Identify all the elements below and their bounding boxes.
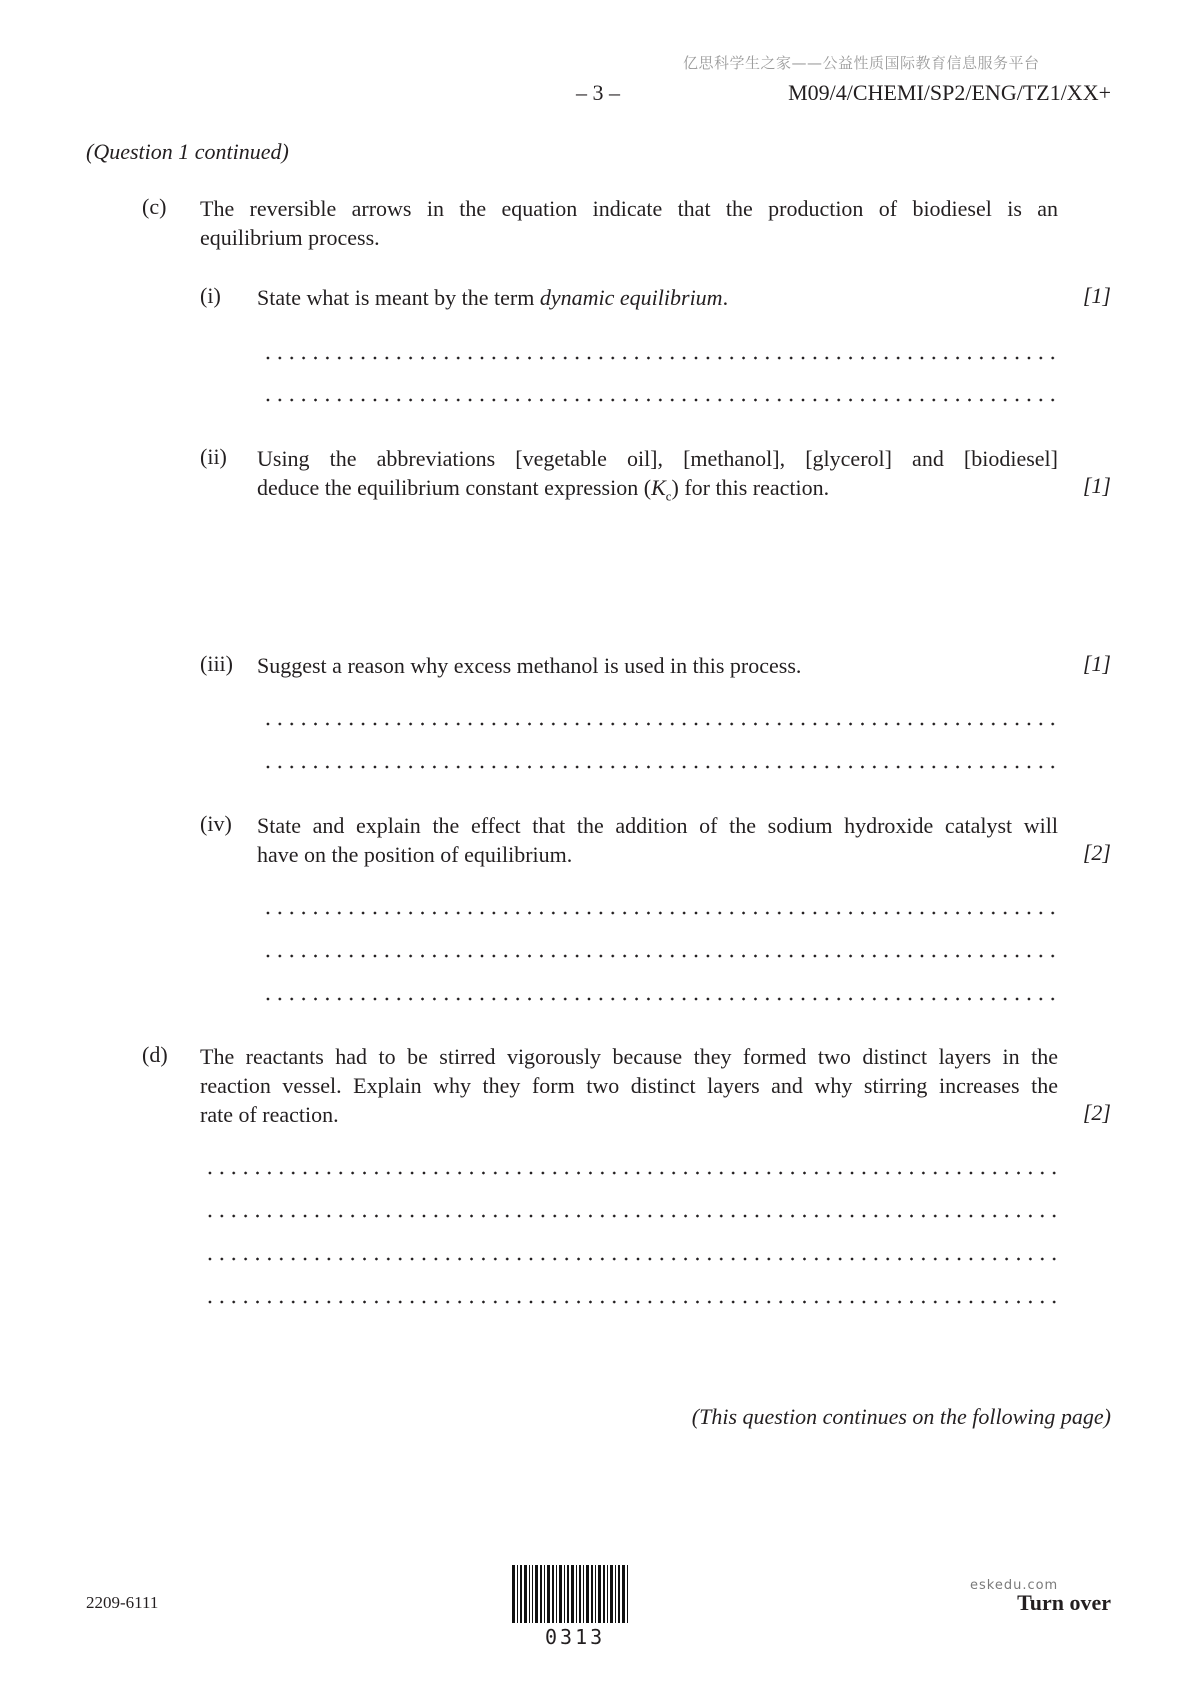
header-watermark: 亿思科学生之家——公益性质国际教育信息服务平台 [683,54,1040,72]
kc-symbol: K [651,475,666,500]
sub-i-text [257,283,1037,312]
sub-iv-label: (iv) [200,811,232,836]
answer-line[interactable] [262,911,1058,915]
part-c-line-2: equilibrium process. [200,225,380,250]
part-c-line-1: The reversible arrows in the equation indicate that the production of biodiesel is an [200,196,1058,221]
sub-i-text-after: . [722,285,729,310]
part-d-line-3: rate of reaction. [200,1102,339,1127]
sub-ii-line-2-before: deduce the equilibrium constant expression ( [257,475,652,500]
sub-ii-line-1: Using the abbreviations [vegetable oil], [methanol], [glycerol] and [biodiesel] [257,446,1058,471]
sub-ii-text [257,444,1058,510]
turn-over-label: Turn over [1017,1590,1111,1615]
sub-iv-text [257,811,1058,869]
sub-ii-line-2 [257,473,1058,510]
kc-subscript: c [665,488,672,504]
sub-i-text-before: State what is meant by the term [257,285,540,310]
paper-code: M09/4/CHEMI/SP2/ENG/TZ1/XX+ [788,80,1111,105]
sub-i-label: (i) [200,283,221,308]
part-d-label: (d) [142,1042,168,1067]
sub-ii-marks: [1] [1082,473,1111,498]
part-d-marks: [2] [1082,1100,1111,1125]
part-c-text [200,194,1058,252]
answer-line[interactable] [262,997,1058,1001]
sub-i-term: dynamic equilibrium [539,285,723,310]
answer-line[interactable] [204,1214,1058,1218]
sub-iv-marks: [2] [1082,840,1111,865]
site-watermark: eskedu.com [970,1578,1059,1593]
part-d-line-1: The reactants had to be stirred vigorously because they formed two distinct layers in the [200,1044,1058,1069]
part-d-line-2: reaction vessel. Explain why they form two distinct layers and why stirring increases the [200,1073,1058,1098]
sub-iii-marks: [1] [1082,651,1111,676]
sub-ii-label: (ii) [200,444,227,469]
part-c-label: (c) [142,194,167,219]
barcode-image [512,1565,642,1623]
sub-iii-label: (iii) [200,651,233,676]
answer-line[interactable] [262,954,1058,958]
answer-line[interactable] [262,722,1058,726]
sub-iv-line-1: State and explain the effect that the addition of the sodium hydroxide catalyst will [257,813,1058,838]
page-number: – 3 – [576,80,620,105]
answer-line[interactable] [262,765,1058,769]
answer-line[interactable] [204,1300,1058,1304]
continued-label: (Question 1 continued) [86,139,289,164]
sub-iv-line-2: have on the position of equilibrium. [257,842,573,867]
part-d-text [200,1042,1058,1129]
sub-ii-line-2-after: ) for this reaction. [671,475,830,500]
sub-i-marks: [1] [1082,283,1111,308]
answer-line[interactable] [262,398,1058,402]
sub-iii-text: Suggest a reason why excess methanol is used in this process. [257,653,802,678]
barcode-number: 0313 [545,1625,606,1649]
answer-line[interactable] [204,1257,1058,1261]
continues-note: (This question continues on the following page) [691,1404,1111,1429]
answer-line[interactable] [204,1171,1058,1175]
exam-code: 2209-6111 [86,1593,159,1612]
answer-line[interactable] [262,356,1058,360]
